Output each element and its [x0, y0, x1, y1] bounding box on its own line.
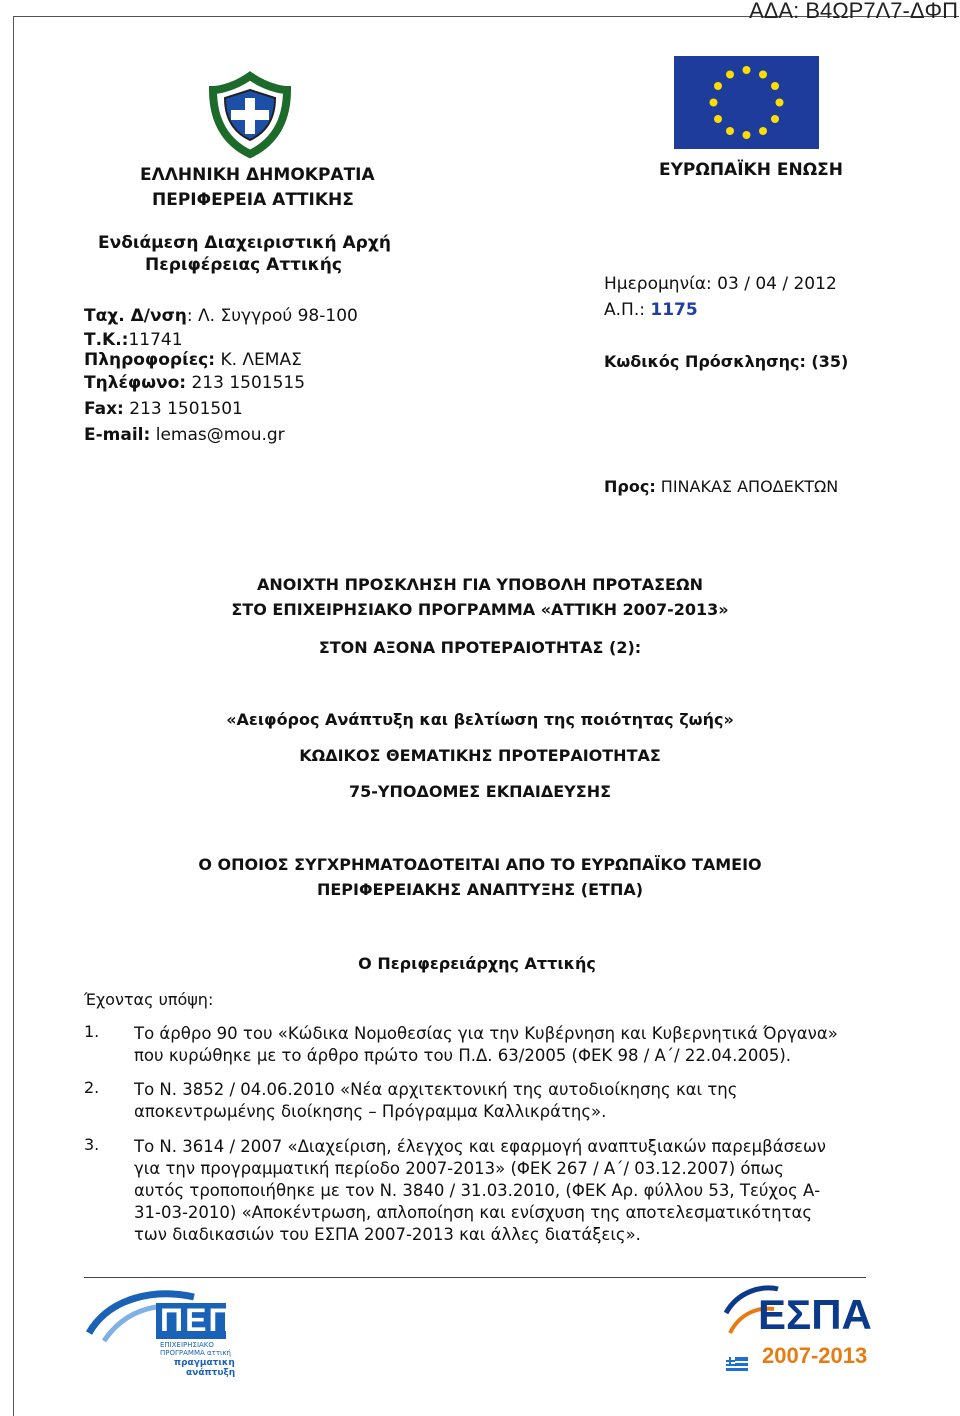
footer-divider: [84, 1277, 866, 1278]
phone-label: Τηλέφωνο:: [84, 373, 187, 393]
recipients-value: ΠΙΝΑΚΑΣ ΑΠΟΔΕΚΤΩΝ: [655, 477, 839, 496]
postal-label: Τ.Κ.:: [84, 330, 129, 350]
item-line: 31-03-2010) «Αποκέντρωση, απλοποίηση και ενίσχυση της αποτελεσματικότητας: [134, 1203, 813, 1222]
info-label: Πληροφορίες:: [84, 350, 216, 370]
item-line: Το Ν. 3614 / 2007 «Διαχείριση, έλεγχος και εφαρμογή αναπτυξιακών παρεμβάσεων: [134, 1137, 826, 1156]
protocol-number: 1175: [650, 300, 698, 320]
greek-emblem-icon: [205, 70, 295, 160]
eu-flag-icon: [674, 56, 819, 149]
list-item: [0, 1135, 960, 1255]
list-item: [0, 1022, 960, 1072]
protocol-line: [604, 300, 698, 320]
item-line: των διαδικασιών του ΕΣΠΑ 2007-2013 και άλλες διατάξεις».: [134, 1225, 641, 1244]
title-line-8: ΠΕΡΙΦΕΡΕΙΑΚΗΣ ΑΝΑΠΤΥΞΗΣ (ΕΤΠΑ): [316, 880, 644, 899]
fax-line: [84, 399, 243, 419]
info-value: Κ. ΛΕΜΑΣ: [215, 350, 302, 370]
eu-label: ΕΥΡΩΠΑΪΚΗ ΕΝΩΣΗ: [659, 160, 843, 180]
pep-logo: [84, 1283, 259, 1378]
phone-line: [84, 373, 305, 393]
protocol-label: Α.Π.:: [604, 300, 651, 320]
item-line: που κυρώθηκε με το άρθρο πρώτο του Π.Δ. 63/2005 (ΦΕΚ 98 / Α΄/ 22.04.2005).: [134, 1046, 792, 1065]
address-label: Ταχ. Δ/νση: [84, 306, 187, 326]
authority-region-label: Περιφέρειας Αττικής: [145, 255, 342, 275]
postal-value: 11741: [128, 330, 183, 350]
fax-label: Fax:: [84, 399, 124, 419]
email-line: [84, 425, 285, 445]
pep-sub-4: ανάπτυξη: [186, 1368, 236, 1378]
title-line-6: 75-ΥΠΟΔΟΜΕΣ ΕΚΠΑΙΔΕΥΣΗΣ: [348, 782, 612, 801]
item-line: Το Ν. 3852 / 04.06.2010 «Νέα αρχιτεκτονική της αυτοδιοίκησης και της: [134, 1080, 738, 1099]
address-line: [84, 306, 358, 326]
recipients-line: [604, 477, 838, 497]
pep-sub-1: ΕΠΙΧΕΙΡΗΣΙΑΚΟ: [160, 1341, 214, 1349]
considering-label: Έχοντας υπόψη:: [84, 990, 214, 1009]
list-item: [0, 1078, 960, 1128]
title-line-4: «Αειφόρος Ανάπτυξη και βελτίωση της ποιότητας ζωής»: [226, 710, 734, 729]
phone-value: 213 1501515: [186, 373, 306, 393]
title-line-5: ΚΩΔΙΚΟΣ ΘΕΜΑΤΙΚΗΣ ΠΡΟΤΕΡΑΙΟΤΗΤΑΣ: [299, 746, 661, 765]
item-number: 1.: [84, 1022, 100, 1041]
title-line-2: ΣΤΟ ΕΠΙΧΕΙΡΗΣΙΑΚΟ ΠΡΟΓΡΑΜΜΑ «ΑΤΤΙΚΗ 2007-2013»: [231, 600, 729, 619]
title-line-7: Ο ΟΠΟΙΟΣ ΣΥΓΧΡΗΜΑΤΟΔΟΤΕΙΤΑΙ ΑΠΟ ΤΟ ΕΥΡΩΠΑΪΚΟ ΤΑΜΕΙΟ: [198, 855, 762, 874]
postal-line: [84, 330, 183, 350]
email-value: lemas@mou.gr: [150, 425, 285, 445]
address-value: : Λ. Συγγρού 98-100: [186, 306, 358, 326]
regional-head: Ο Περιφερειάρχης Αττικής: [358, 954, 596, 973]
espa-logo: [718, 1283, 872, 1378]
item-number: 2.: [84, 1078, 100, 1097]
pep-sub-2: ΠΡΟΓΡΑΜΜΑ αττική: [160, 1349, 231, 1357]
region-label: ΠΕΡΙΦΕΡΕΙΑ ΑΤΤΙΚΗΣ: [152, 190, 354, 210]
ada-code: ΑΔΑ: Β4ΩΡ7Λ7-ΔΦΠ: [749, 0, 958, 23]
authority-label: Ενδιάμεση Διαχειριστική Αρχή: [98, 233, 391, 253]
item-line: Το άρθρο 90 του «Κώδικα Νομοθεσίας για την Κυβέρνηση και Κυβερνητικά Όργανα»: [134, 1024, 838, 1043]
title-line-1: ΑΝΟΙΧΤΗ ΠΡΟΣΚΛΗΣΗ ΓΙΑ ΥΠΟΒΟΛΗ ΠΡΟΤΑΣΕΩΝ: [257, 575, 703, 594]
espa-logo-text: ΕΣΠΑ: [758, 1291, 872, 1338]
pep-sub-3: πραγματικη: [174, 1358, 235, 1368]
date-label: Ημερομηνία: 03 / 04 / 2012: [604, 274, 837, 294]
fax-value: 213 1501501: [123, 399, 243, 419]
item-line: για την προγραμματική περίοδο 2007-2013» (ΦΕΚ 267 / Α΄/ 03.12.2007) όπως: [134, 1159, 784, 1178]
call-code: Κωδικός Πρόσκλησης: (35): [604, 352, 849, 371]
republic-label: ΕΛΛΗΝΙΚΗ ΔΗΜΟΚΡΑΤΙΑ: [140, 165, 375, 185]
pep-logo-text: ΠΕΠ: [160, 1302, 234, 1338]
espa-years: 2007-2013: [762, 1343, 868, 1368]
info-line: [84, 350, 302, 370]
item-number: 3.: [84, 1135, 100, 1154]
item-line: αποκεντρωμένης διοίκησης – Πρόγραμμα Καλλικράτης».: [134, 1102, 607, 1121]
email-label: E-mail:: [84, 425, 151, 445]
recipients-label: Προς:: [604, 477, 656, 496]
title-line-3: ΣΤΟΝ ΑΞΟΝΑ ΠΡΟΤΕΡΑΙΟΤΗΤΑΣ (2):: [318, 638, 642, 657]
item-line: αυτός τροποποιήθηκε με τον Ν. 3840 / 31.03.2010, (ΦΕΚ Αρ. φύλλου 53, Τεύχος Α-: [134, 1181, 821, 1200]
